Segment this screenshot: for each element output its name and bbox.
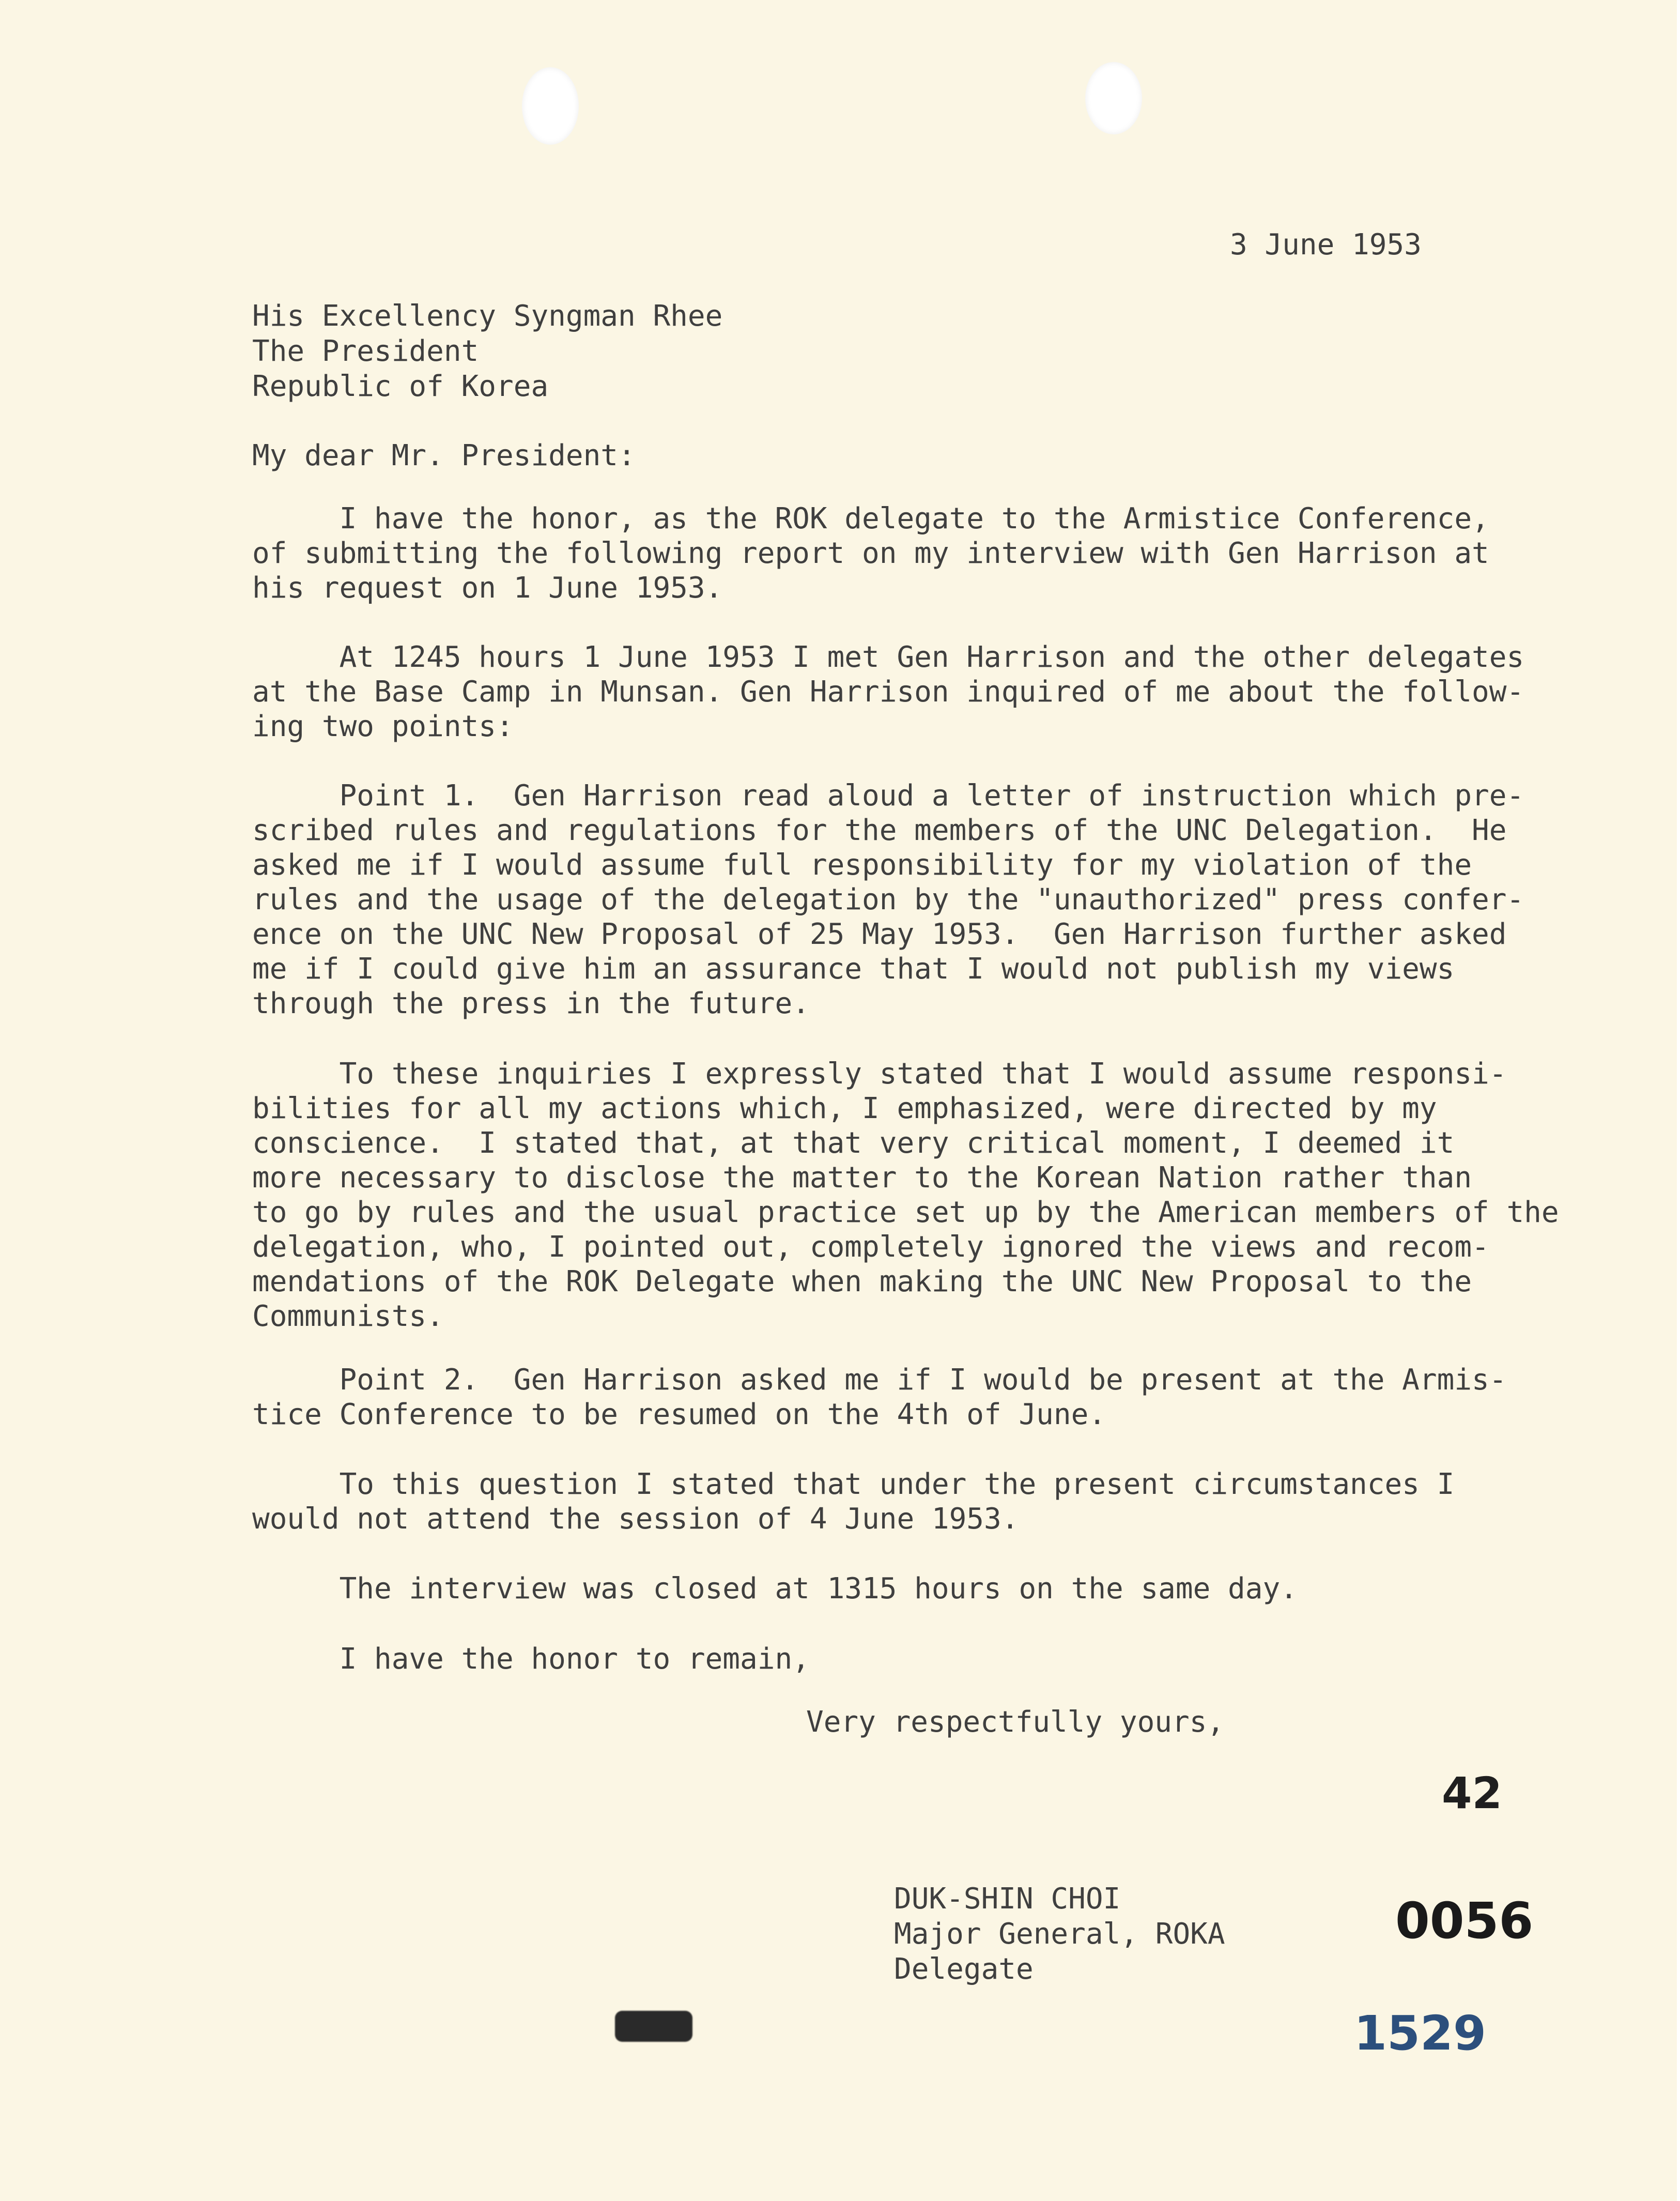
recipient-country: Republic of Korea [252,370,549,403]
paragraph-3: To these inquiries I expressly stated that I would assume responsi- bilities for all my actions which, I emphasized, were directed by my conscience. I stated that, at that very critical moment, I deemed it more necessary to disclose the matter to the Korean Nation rather than to go by rules and the usual practice set up by the American members of the delegation, who, I pointed out, completely ignored the views and recom- mendations of the ROK Delegate when making the UNC New Proposal to the Communists. [252,1057,1559,1333]
paragraph-2: At 1245 hours 1 June 1953 I met Gen Harrison and the other delegates at the Base Camp in Munsan. Gen Harrison inquired of me about the follow- ing two points: [252,640,1524,743]
paragraph-5: The interview was closed at 1315 hours on the same day. [252,1572,1298,1606]
salutation: My dear Mr. President: [252,439,636,472]
recipient-name: His Excellency Syngman Rhee [252,299,723,333]
redaction-mark [615,2011,692,2042]
archive-number-stamp: 1529 [1354,2006,1487,2061]
paragraph-4: To this question I stated that under the present circumstances I would not attend the session of 4 June 1953. [252,1468,1455,1536]
document-number-stamp: 0056 [1395,1892,1534,1950]
page-number-stamp: 42 [1442,1768,1502,1818]
recipient-title: The President [252,334,479,368]
letter-date: 3 June 1953 [1230,228,1422,262]
signature-rank: Major General, ROKA [894,1917,1225,1951]
paragraph-1: I have the honor, as the ROK delegate to the Armistice Conference, of submitting the following report on my interview with Gen Harrison at his request on 1 June 1953. [252,502,1489,605]
signature-role: Delegate [894,1952,1034,1986]
closing: Very respectfully yours, [806,1705,1225,1739]
signature-name: DUK-SHIN CHOI [894,1882,1121,1916]
paragraph-point-1: Point 1. Gen Harrison read aloud a letter of instruction which pre- scribed rules and regulations for the members of the UNC Delegation. He asked me if I would assume full responsibility for my violation of the rules and the usage of the delegation by the "unauthorized" press confer- ence on the UNC New Proposal of 25 May 1953. Gen Harrison further asked me if I could give him an assurance that I would not publish my views through the press in the future. [252,779,1524,1020]
paragraph-point-2: Point 2. Gen Harrison asked me if I would be present at the Armis- tice Conference to be resumed on the 4th of June. [252,1363,1507,1431]
paragraph-6: I have the honor to remain, [252,1642,810,1676]
punch-hole-left [522,67,579,145]
punch-hole-right [1085,62,1142,134]
